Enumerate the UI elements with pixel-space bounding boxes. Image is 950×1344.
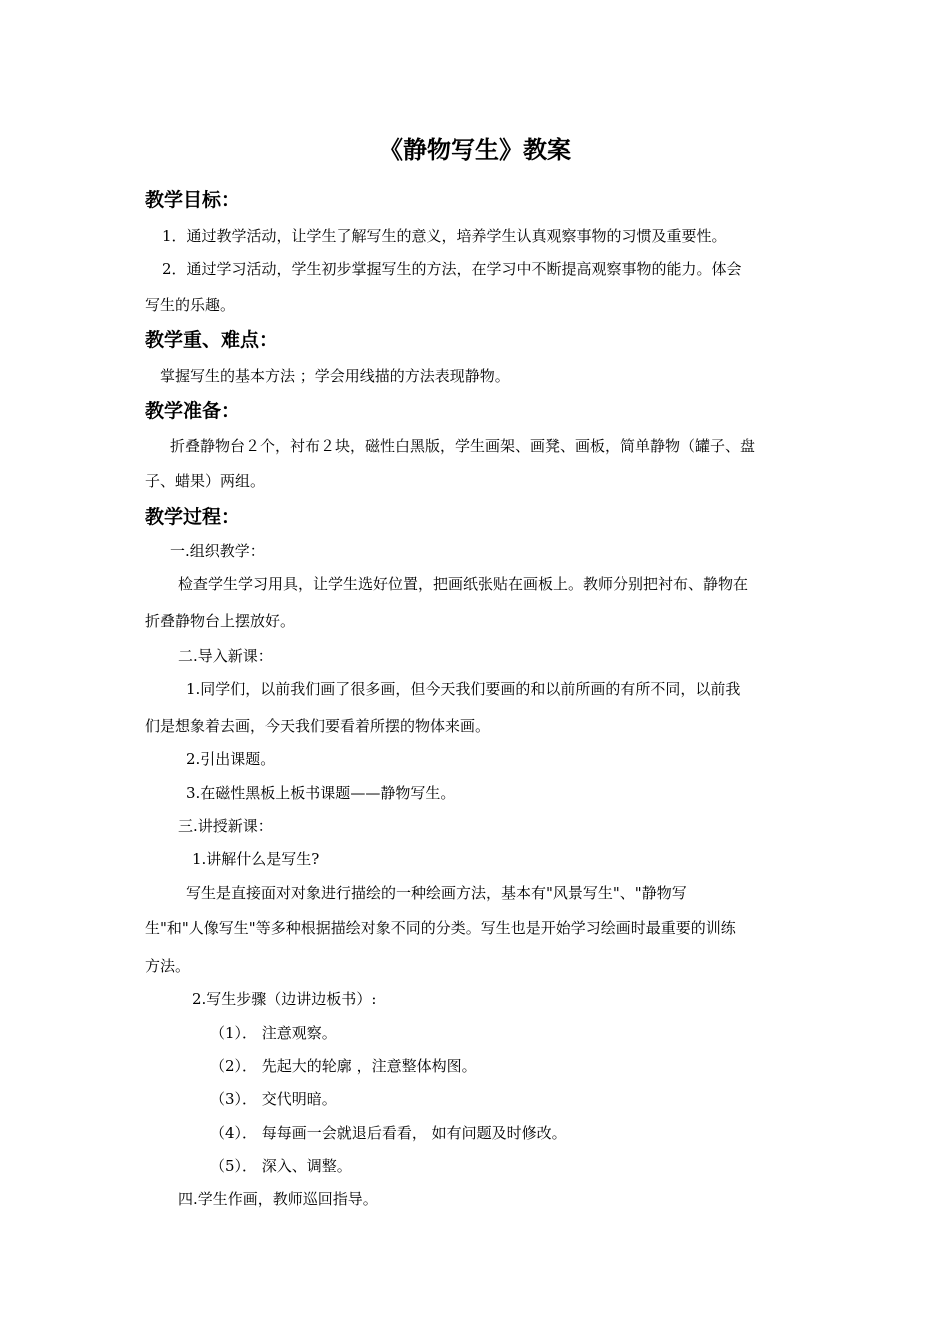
process-line-15: （1）． 注意观察。 bbox=[210, 1024, 337, 1042]
preparation-line-1: 折叠静物台２个，衬布２块，磁性白黑版，学生画架、画凳、画板，简单静物（罐子、盘 bbox=[170, 437, 756, 455]
process-line-2: 检查学生学习用具，让学生选好位置，把画纸张贴在画板上。教师分别把衬布、静物在 bbox=[178, 575, 749, 593]
process-line-14: 2.写生步骤（边讲边板书）: bbox=[192, 990, 377, 1008]
process-line-4: 二.导入新课： bbox=[178, 647, 273, 665]
process-line-8: 3.在磁性黑板上板书课题——静物写生。 bbox=[186, 784, 456, 802]
process-line-9: 三.讲授新课： bbox=[178, 817, 273, 835]
process-line-6: 们是想象着去画，今天我们要看着所摆的物体来画。 bbox=[145, 717, 491, 735]
preparation-line-2: 子、蜡果）两组。 bbox=[145, 472, 266, 490]
process-line-11: 写生是直接面对对象进行描绘的一种绘画方法，基本有"风景写生"、"静物写 bbox=[186, 884, 687, 902]
page-title: 《静物写生》教案 bbox=[379, 135, 571, 164]
process-line-7: 2.引出课题。 bbox=[186, 750, 276, 768]
process-line-17: （3）． 交代明暗。 bbox=[210, 1090, 337, 1108]
objective-line-2: 2．通过学习活动，学生初步掌握写生的方法，在学习中不断提高观察事物的能力。体会 bbox=[162, 260, 742, 278]
process-line-12: 生"和"人像写生"等多种根据描绘对象不同的分类。写生也是开始学习绘画时最重要的训练 bbox=[145, 919, 736, 937]
process-line-5: 1.同学们，以前我们画了很多画，但今天我们要画的和以前所画的有所不同，以前我 bbox=[186, 680, 741, 698]
heading-preparation: 教学准备： bbox=[145, 400, 241, 422]
heading-objectives: 教学目标： bbox=[145, 189, 241, 211]
process-line-19: （5）． 深入、调整。 bbox=[210, 1157, 352, 1175]
key-points-line-1: 掌握写生的基本方法 ；学会用线描的方法表现静物。 bbox=[160, 367, 510, 385]
process-line-1: 一.组织教学： bbox=[170, 542, 265, 560]
process-line-16: （2）． 先起大的轮廓 ，注意整体构图。 bbox=[210, 1057, 477, 1075]
process-line-10: 1.讲解什么是写生? bbox=[192, 850, 320, 868]
process-line-3: 折叠静物台上摆放好。 bbox=[145, 612, 296, 630]
process-line-20: 四.学生作画，教师巡回指导。 bbox=[178, 1190, 378, 1208]
heading-process: 教学过程： bbox=[145, 506, 241, 528]
process-line-18: （4）． 每每画一会就退后看看， 如有问题及时修改。 bbox=[210, 1124, 567, 1142]
process-line-13: 方法。 bbox=[145, 957, 191, 975]
objective-line-3: 写生的乐趣。 bbox=[145, 296, 236, 314]
objective-line-1: 1．通过教学活动，让学生了解写生的意义，培养学生认真观察事物的习惯及重要性。 bbox=[162, 227, 727, 245]
heading-key-points: 教学重、难点： bbox=[145, 329, 279, 351]
